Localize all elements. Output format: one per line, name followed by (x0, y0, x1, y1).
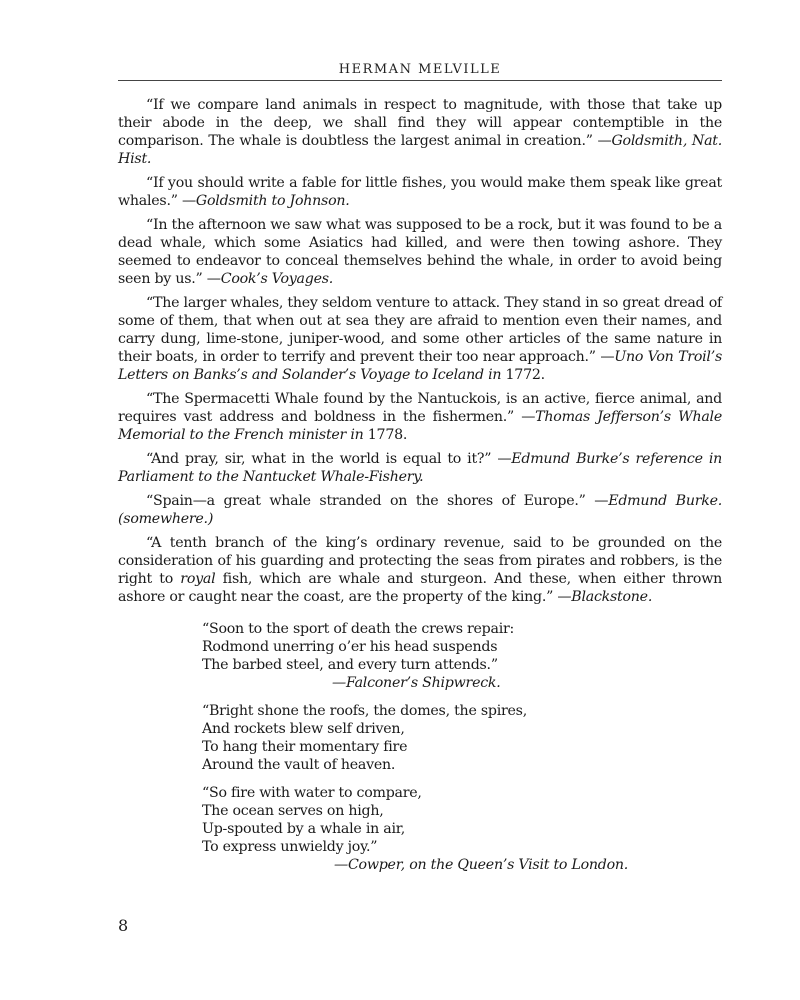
verse-line: The ocean serves on high, (202, 803, 384, 819)
quote-paragraph (118, 174, 722, 210)
quote-text: “The larger whales, they seldom venture to attack. They stand in so great dread of some of them, that when out at sea they are afraid to mention even their names, and carry dung, lime-stone, juniper-wood, and some other articles of the same nature in their boats, in order to terrify and prevent their too near approach.” — (118, 295, 722, 365)
quote-source: Uno Von Troil’s Letters on Banks’s and Solander’s Voyage to Iceland in (118, 349, 722, 383)
verse-block (202, 620, 722, 874)
quote-text: “Spain—a great whale stranded on the shores of Europe.” — (146, 493, 609, 509)
quote-paragraph (118, 390, 722, 444)
quote-text: “If you should write a fable for little fishes, you would make them speak like great whales.” — (118, 175, 722, 209)
quote-text: “If we compare land animals in respect to magnitude, with those that take up their abode in the deep, we shall find they will appear contemptible in the comparison. The whale is doubtless the largest animal in creation.” — (118, 97, 722, 149)
page-number: 8 (118, 916, 129, 935)
quote-paragraph (118, 216, 722, 288)
quote-source: Goldsmith, Nat. Hist. (118, 133, 722, 167)
header-rule (118, 80, 722, 81)
running-header: HERMAN MELVILLE (338, 62, 502, 77)
quote-text: fish, which are whale and sturgeon. And these, when either thrown ashore or caught near the coast, are the property of the king.” — (118, 571, 722, 605)
verse-line: The barbed steel, and every turn attends.” (202, 657, 498, 673)
quote-text: “In the afternoon we saw what was supposed to be a rock, but it was found to be a dead whale, which some Asiatics had killed, and were then towing ashore. They seemed to endeavor to conceal themselves behind the whale, in order to avoid being seen by us.” — (118, 217, 722, 287)
quote-paragraph (118, 96, 722, 168)
quote-source: Cook’s Voyages. (220, 271, 334, 287)
verse-attribution: —Falconer’s Shipwreck. (332, 675, 501, 691)
quote-text: “And pray, sir, what in the world is equal to it?” — (146, 451, 512, 467)
page-body (118, 96, 722, 884)
quote-source: Edmund Burke. (608, 493, 722, 509)
quote-source: Thomas Jefferson’s Whale Memorial to the French minister in (118, 409, 722, 443)
quote-year: 1778. (363, 427, 408, 443)
quote-source: Goldsmith to Johnson. (195, 193, 350, 209)
verse-line: To hang their momentary fire (202, 739, 408, 755)
quote-paragraph (118, 492, 722, 528)
quote-source: Blackstone. (571, 589, 653, 605)
stanza (202, 784, 722, 874)
stanza (202, 702, 722, 774)
verse-line: “So fire with water to compare, (202, 785, 422, 801)
verse-line: “Soon to the sport of death the crews repair: (202, 621, 515, 637)
quote-text: “The Spermacetti Whale found by the Nantuckois, is an active, fierce animal, and requires vast address and boldness in the fishermen.” — (118, 391, 722, 425)
verse-line: To express unwieldy joy.” (202, 839, 378, 855)
verse-line: Up-spouted by a whale in air, (202, 821, 405, 837)
quote-note: (somewhere.) (118, 511, 214, 527)
verse-line: Around the vault of heaven. (202, 757, 396, 773)
quote-year: 1772. (501, 367, 545, 383)
quote-source: Edmund Burke’s reference in Parliament to the Nantucket Whale-Fishery. (118, 451, 722, 485)
quote-paragraph (118, 534, 722, 606)
verse-line: Rodmond unerring o’er his head suspends (202, 639, 498, 655)
verse-line: “Bright shone the roofs, the domes, the spires, (202, 703, 527, 719)
verse-attribution: —Cowper, on the Queen’s Visit to London. (334, 857, 629, 873)
quote-emphasis: royal (180, 571, 216, 587)
verse-line: And rockets blew self driven, (202, 721, 405, 737)
quote-paragraph (118, 450, 722, 486)
quote-text: “A tenth branch of the king’s ordinary revenue, said to be grounded on the consideration of his guarding and protecting the seas from pirates and robbers, is the right to (118, 535, 722, 587)
stanza (202, 620, 722, 692)
quote-paragraph (118, 294, 722, 384)
